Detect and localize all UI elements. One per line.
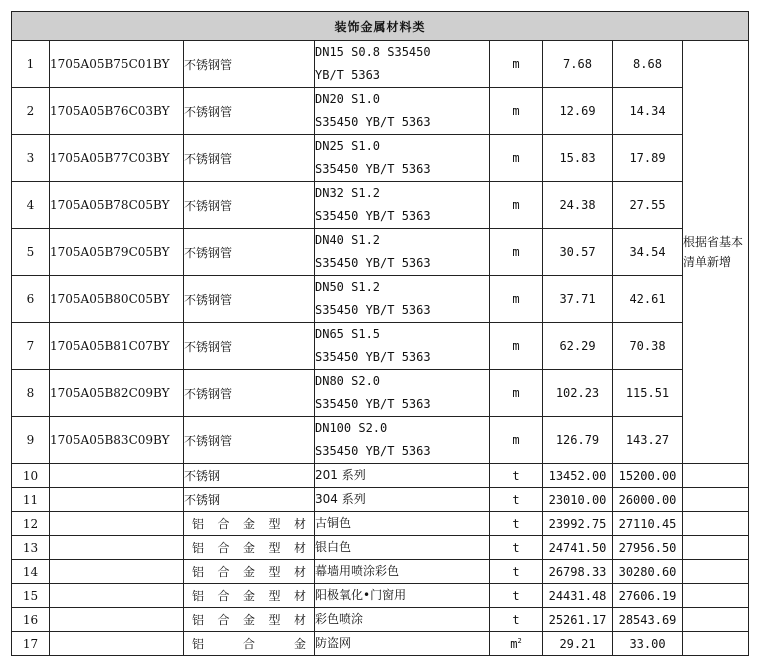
price-low: 30.57 — [543, 229, 613, 276]
remark-empty — [683, 632, 749, 656]
item-spec — [315, 512, 490, 536]
spec-line-1: DN32 S1.2 — [315, 186, 381, 200]
row-number: 3 — [12, 135, 50, 182]
spec-line-2: S35450 YB/T 5363 — [315, 162, 431, 176]
item-name: 不锈钢管 — [184, 88, 315, 135]
price-low: 126.79 — [543, 417, 613, 464]
unit-text: m — [512, 198, 520, 212]
item-name — [184, 608, 315, 632]
table-row — [12, 417, 749, 464]
price-high: 27606.19 — [613, 584, 683, 608]
price-high: 26000.00 — [613, 488, 683, 512]
unit-text: t — [512, 612, 520, 627]
item-unit — [490, 464, 543, 488]
item-code — [50, 488, 184, 512]
unit-text: t — [512, 564, 520, 579]
item-name: 不锈钢 — [184, 464, 315, 488]
price-high: 27956.50 — [613, 536, 683, 560]
item-unit — [490, 560, 543, 584]
spec-line-1: 防盗网 — [315, 636, 352, 650]
table-row — [12, 135, 749, 182]
item-spec — [315, 41, 490, 88]
price-high: 42.61 — [613, 276, 683, 323]
item-name — [184, 560, 315, 584]
item-unit — [490, 276, 543, 323]
row-number: 1 — [12, 41, 50, 88]
spec-line-1: DN25 S1.0 — [315, 139, 381, 153]
item-spec — [315, 88, 490, 135]
item-spec — [315, 182, 490, 229]
item-name: 不锈钢 — [184, 488, 315, 512]
item-unit — [490, 88, 543, 135]
item-spec — [315, 135, 490, 182]
unit-text: m — [512, 104, 520, 118]
row-number: 12 — [12, 512, 50, 536]
spec-line-1: 阳极氧化•门窗用 — [315, 588, 407, 602]
table-row — [12, 512, 749, 536]
item-name: 不锈钢管 — [184, 370, 315, 417]
item-spec — [315, 536, 490, 560]
price-low: 24.38 — [543, 182, 613, 229]
table-row — [12, 536, 749, 560]
price-low: 24431.48 — [543, 584, 613, 608]
item-spec — [315, 276, 490, 323]
table-row — [12, 464, 749, 488]
unit-text: m — [512, 386, 520, 400]
item-unit — [490, 417, 543, 464]
remark-empty — [683, 608, 749, 632]
spec-line-1: 银白色 — [315, 540, 352, 554]
row-number: 6 — [12, 276, 50, 323]
item-name-text: 铝 合 金 型 材 — [192, 565, 306, 579]
item-code — [50, 536, 184, 560]
table-row — [12, 182, 749, 229]
table-row — [12, 323, 749, 370]
price-high: 15200.00 — [613, 464, 683, 488]
price-low: 26798.33 — [543, 560, 613, 584]
item-name — [184, 512, 315, 536]
item-name: 不锈钢管 — [184, 41, 315, 88]
item-spec — [315, 488, 490, 512]
row-number: 4 — [12, 182, 50, 229]
row-number: 2 — [12, 88, 50, 135]
item-unit — [490, 229, 543, 276]
item-spec — [315, 464, 490, 488]
item-unit — [490, 41, 543, 88]
table-row — [12, 608, 749, 632]
row-number: 10 — [12, 464, 50, 488]
price-high: 14.34 — [613, 88, 683, 135]
spec-line-2: S35450 YB/T 5363 — [315, 350, 431, 364]
row-number: 7 — [12, 323, 50, 370]
item-name — [184, 584, 315, 608]
item-code — [50, 632, 184, 656]
spec-line-1: DN40 S1.2 — [315, 233, 381, 247]
table-row — [12, 488, 749, 512]
spec-line-1: DN50 S1.2 — [315, 280, 381, 294]
item-spec — [315, 229, 490, 276]
table-row — [12, 560, 749, 584]
unit-text: t — [512, 540, 520, 555]
item-name: 不锈钢管 — [184, 182, 315, 229]
item-name-text: 铝 合 金 型 材 — [192, 541, 306, 555]
item-code: 1705A05B78C05BY — [50, 182, 184, 229]
item-code: 1705A05B76C03BY — [50, 88, 184, 135]
price-high: 27110.45 — [613, 512, 683, 536]
item-code — [50, 512, 184, 536]
materials-table — [11, 11, 749, 656]
unit-text: t — [512, 516, 520, 531]
unit-text: m — [512, 151, 520, 165]
spec-line-2: S35450 YB/T 5363 — [315, 303, 431, 317]
unit-text: m — [512, 292, 520, 306]
item-spec — [315, 323, 490, 370]
table-row — [12, 88, 749, 135]
item-code — [50, 608, 184, 632]
row-number: 15 — [12, 584, 50, 608]
table-title: 装饰金属材料类 — [12, 12, 749, 41]
item-code: 1705A05B82C09BY — [50, 370, 184, 417]
price-low: 24741.50 — [543, 536, 613, 560]
item-code: 1705A05B80C05BY — [50, 276, 184, 323]
remark-empty — [683, 536, 749, 560]
item-code — [50, 560, 184, 584]
item-spec — [315, 560, 490, 584]
item-name: 不锈钢管 — [184, 323, 315, 370]
item-unit — [490, 488, 543, 512]
price-high: 28543.69 — [613, 608, 683, 632]
item-code: 1705A05B83C09BY — [50, 417, 184, 464]
spec-line-1: DN15 S0.8 S35450 — [315, 45, 431, 59]
table-row — [12, 632, 749, 656]
item-name: 不锈钢管 — [184, 417, 315, 464]
item-unit — [490, 182, 543, 229]
spec-line-2: YB/T 5363 — [315, 68, 381, 82]
unit-text: m — [512, 339, 520, 353]
price-low: 12.69 — [543, 88, 613, 135]
item-name: 不锈钢管 — [184, 276, 315, 323]
spec-line-2: S35450 YB/T 5363 — [315, 444, 431, 458]
price-low: 29.21 — [543, 632, 613, 656]
item-name — [184, 536, 315, 560]
item-unit — [490, 536, 543, 560]
unit-superscript: 2 — [517, 636, 522, 645]
price-high: 143.27 — [613, 417, 683, 464]
row-number: 9 — [12, 417, 50, 464]
spec-line-1: 古铜色 — [315, 516, 352, 530]
item-name: 不锈钢管 — [184, 229, 315, 276]
item-name-text: 铝 合 金 — [192, 637, 306, 651]
item-name-text: 铝 合 金 型 材 — [192, 517, 306, 531]
table-row — [12, 584, 749, 608]
item-unit — [490, 135, 543, 182]
item-code: 1705A05B79C05BY — [50, 229, 184, 276]
remark-empty — [683, 512, 749, 536]
item-name-text: 铝 合 金 型 材 — [192, 613, 306, 627]
row-number: 13 — [12, 536, 50, 560]
price-low: 7.68 — [543, 41, 613, 88]
item-code: 1705A05B81C07BY — [50, 323, 184, 370]
unit-text: t — [512, 468, 520, 483]
item-spec — [315, 632, 490, 656]
spec-line-1: 201 系列 — [315, 468, 366, 482]
price-low: 23992.75 — [543, 512, 613, 536]
spec-line-2: S35450 YB/T 5363 — [315, 397, 431, 411]
spec-line-1: DN100 S2.0 — [315, 421, 388, 435]
item-unit — [490, 632, 543, 656]
unit-text: t — [512, 588, 520, 603]
price-low: 13452.00 — [543, 464, 613, 488]
table-row — [12, 276, 749, 323]
unit-text: m — [512, 433, 520, 447]
price-low: 62.29 — [543, 323, 613, 370]
item-spec — [315, 608, 490, 632]
table-row — [12, 370, 749, 417]
item-spec — [315, 584, 490, 608]
item-name-text: 铝 合 金 型 材 — [192, 589, 306, 603]
unit-text: t — [512, 492, 520, 507]
price-high: 33.00 — [613, 632, 683, 656]
price-high: 30280.60 — [613, 560, 683, 584]
price-low: 15.83 — [543, 135, 613, 182]
item-unit — [490, 512, 543, 536]
price-low: 37.71 — [543, 276, 613, 323]
table-row — [12, 229, 749, 276]
item-unit — [490, 608, 543, 632]
price-high: 70.38 — [613, 323, 683, 370]
price-low: 102.23 — [543, 370, 613, 417]
item-spec — [315, 370, 490, 417]
item-name: 不锈钢管 — [184, 135, 315, 182]
row-number: 8 — [12, 370, 50, 417]
price-low: 23010.00 — [543, 488, 613, 512]
spec-line-1: 304 系列 — [315, 492, 366, 506]
remark-empty — [683, 584, 749, 608]
row-number: 11 — [12, 488, 50, 512]
table-row — [12, 41, 749, 88]
item-name — [184, 632, 315, 656]
spec-line-2: S35450 YB/T 5363 — [315, 209, 431, 223]
item-code — [50, 464, 184, 488]
remark-empty — [683, 464, 749, 488]
item-unit — [490, 323, 543, 370]
price-high: 27.55 — [613, 182, 683, 229]
price-high: 115.51 — [613, 370, 683, 417]
row-number: 14 — [12, 560, 50, 584]
unit-text: m — [512, 245, 520, 259]
price-high: 17.89 — [613, 135, 683, 182]
row-number: 17 — [12, 632, 50, 656]
price-high: 8.68 — [613, 41, 683, 88]
unit-text: m — [512, 57, 520, 71]
remark-note: 根据省基本清单新增 — [683, 41, 749, 464]
row-number: 16 — [12, 608, 50, 632]
item-code: 1705A05B77C03BY — [50, 135, 184, 182]
item-unit — [490, 584, 543, 608]
spec-line-2: S35450 YB/T 5363 — [315, 115, 431, 129]
row-number: 5 — [12, 229, 50, 276]
item-spec — [315, 417, 490, 464]
price-low: 25261.17 — [543, 608, 613, 632]
spec-line-2: S35450 YB/T 5363 — [315, 256, 431, 270]
spec-line-1: 彩色喷涂 — [315, 612, 364, 626]
item-code — [50, 584, 184, 608]
spec-line-1: DN20 S1.0 — [315, 92, 381, 106]
item-code: 1705A05B75C01BY — [50, 41, 184, 88]
unit-text: m — [510, 636, 518, 651]
spec-line-1: 幕墙用喷涂彩色 — [315, 564, 400, 578]
item-unit — [490, 370, 543, 417]
spec-line-1: DN80 S2.0 — [315, 374, 381, 388]
remark-empty — [683, 560, 749, 584]
price-high: 34.54 — [613, 229, 683, 276]
remark-empty — [683, 488, 749, 512]
spec-line-1: DN65 S1.5 — [315, 327, 381, 341]
